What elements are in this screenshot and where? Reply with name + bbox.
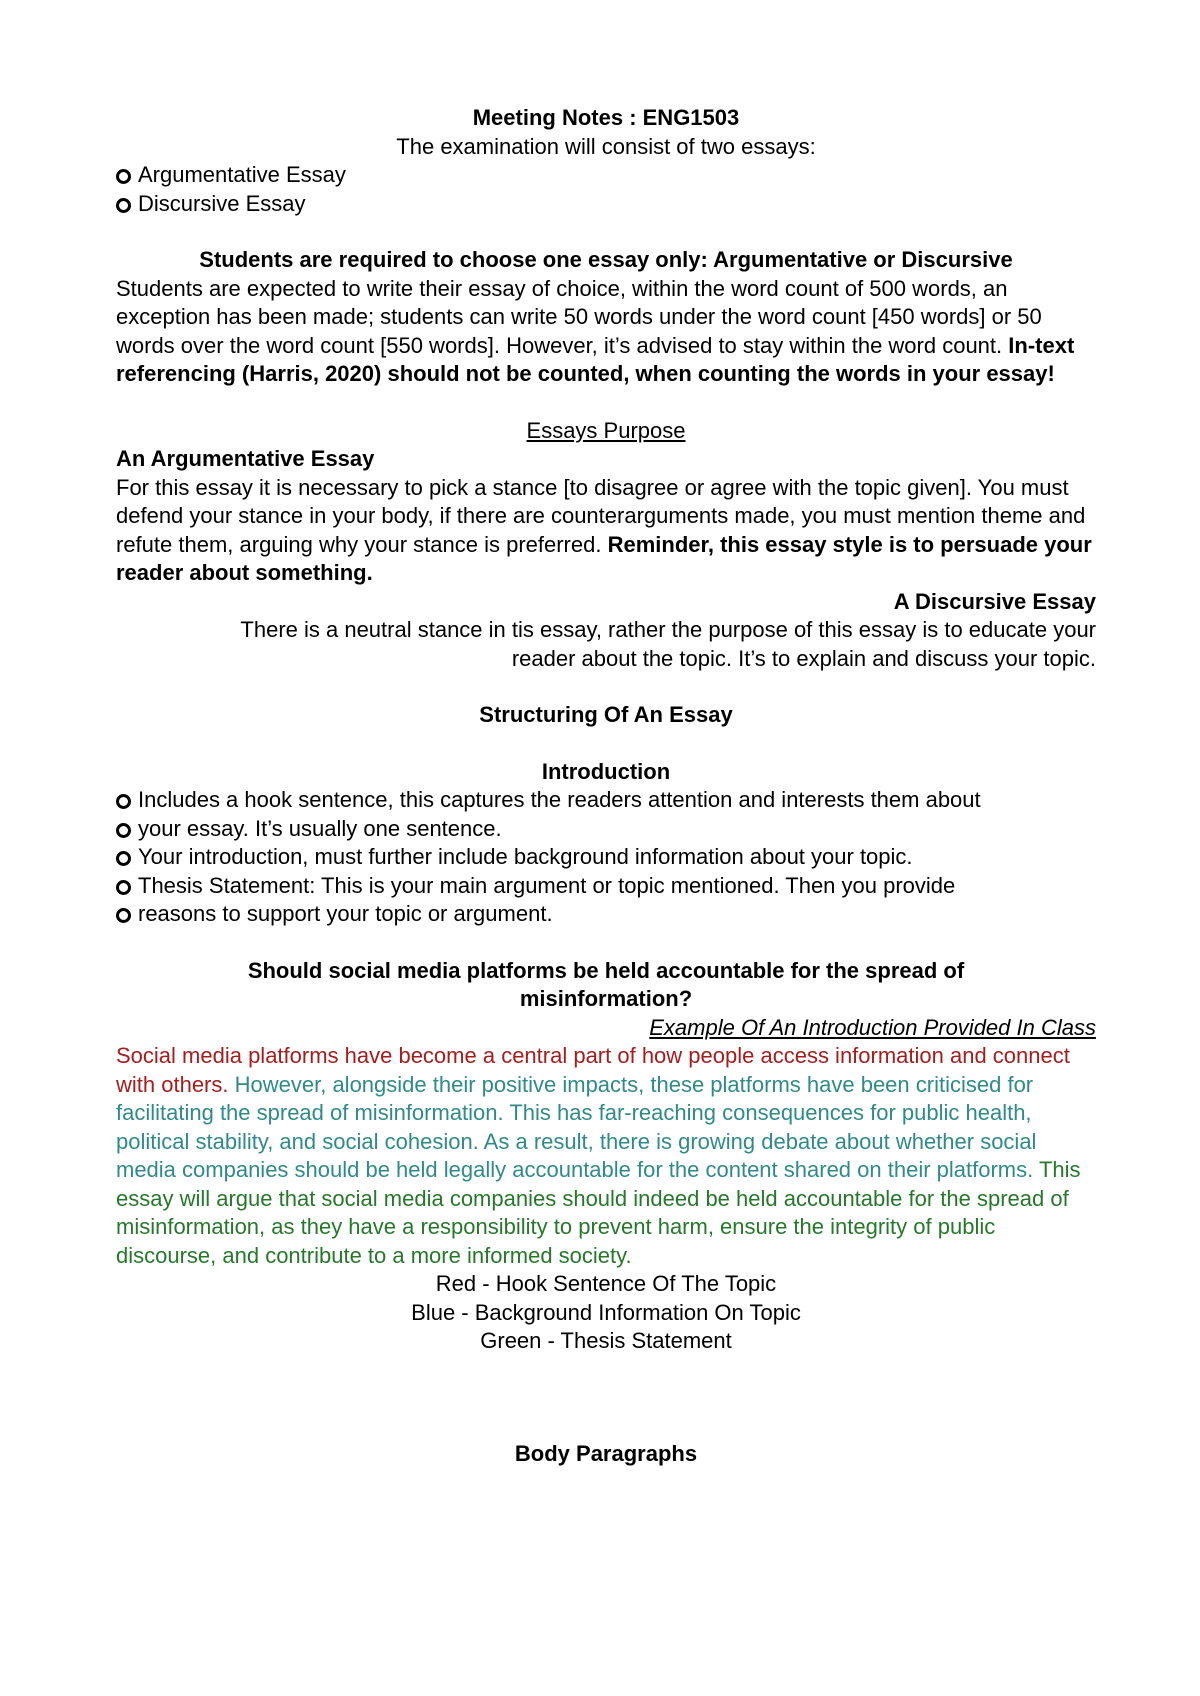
requirement-paragraph: Students are expected to write their essay of choice, within the word count of 500 words, an exception has been made; students can write 50 words under the word count [450 words] or 50 words over the word count [550 words]. However, it’s advised to stay within the word count. In-text referencing (Harris, 2020) should not be counted, when counting the words in your essay! <box>116 275 1075 386</box>
list-item: Discursive Essay <box>116 190 1096 219</box>
bullet-circle-icon <box>116 794 131 809</box>
bullet-circle-icon <box>116 823 131 838</box>
discursive-heading: A Discursive Essay <box>893 588 1096 614</box>
list-item: Your introduction, must further include background information about your topic. <box>116 843 1096 872</box>
introduction-list <box>116 786 1096 929</box>
example-introduction-paragraph <box>116 1042 1096 1270</box>
color-key-green: Green - Thesis Statement <box>480 1328 732 1353</box>
background-information: However, alongside their positive impacts, these platforms have been criticised for facilitating the spread of misinformation. This has far-reaching consequences for public health, political stability, and social cohesion. As a result, there is growing debate about whether social media companies should be held legally accountable for the content shared on their platforms. <box>116 1071 1037 1182</box>
thesis-statement: This essay will argue that social media companies should indeed be held accountable for the spread of misinformation, as they have a responsibility to prevent harm, ensure the integrity of public discourse, and contribute to a more informed society. <box>116 1157 1081 1268</box>
bullet-circle-icon <box>116 880 131 895</box>
argumentative-reminder: Reminder, this essay style is to persuade your reader about something. <box>116 531 1092 585</box>
bullet-circle-icon <box>116 851 131 866</box>
document-page <box>116 104 1096 1468</box>
purpose-heading: Essays Purpose <box>526 417 686 443</box>
bullet-circle-icon <box>116 169 131 184</box>
body-paragraphs-heading: Body Paragraphs <box>514 1440 698 1466</box>
color-key-red: Red - Hook Sentence Of The Topic <box>435 1271 777 1296</box>
document-title: Meeting Notes : ENG1503 <box>472 105 740 130</box>
bullet-circle-icon <box>116 908 131 923</box>
structuring-heading: Structuring Of An Essay <box>479 702 733 727</box>
list-item: Thesis Statement: This is your main argument or topic mentioned. Then you provide <box>116 872 1096 901</box>
requirement-bold-note: In-text referencing (Harris, 2020) should not be counted, when counting the words in your essay! <box>116 332 1075 386</box>
list-item: Includes a hook sentence, this captures the readers attention and interests them about <box>116 786 1096 815</box>
example-question-line2: misinformation? <box>519 986 693 1011</box>
essay-types-list <box>116 161 1096 218</box>
list-item: your essay. It’s usually one sentence. <box>116 815 1096 844</box>
bullet-circle-icon <box>116 198 131 213</box>
color-key-blue: Blue - Background Information On Topic <box>411 1299 801 1325</box>
hook-sentence: Social media platforms have become a central part of how people access information and connect with others. <box>116 1043 1070 1097</box>
requirement-heading: Students are required to choose one essay only: Argumentative or Discursive <box>199 247 1013 272</box>
argumentative-heading: An Argumentative Essay <box>116 446 375 471</box>
introduction-heading: Introduction <box>541 758 671 784</box>
list-item: Argumentative Essay <box>116 161 1096 190</box>
example-question-line1: Should social media platforms be held accountable for the spread of <box>247 957 965 983</box>
discursive-paragraph: There is a neutral stance in tis essay, rather the purpose of this essay is to educate your reader about the topic. It’s to explain and discuss your topic. <box>240 617 1096 671</box>
intro-line: The examination will consist of two essays: <box>396 133 816 159</box>
list-item: reasons to support your topic or argument. <box>116 900 1096 929</box>
argumentative-paragraph: For this essay it is necessary to pick a stance [to disagree or agree with the topic given]. You must defend your stance in your body, if there are counterarguments made, you must mention theme and refute them, arguing why your stance is preferred. Reminder, this essay style is to persuade your reader about something. <box>116 474 1092 585</box>
example-caption: Example Of An Introduction Provided In Class <box>649 1014 1096 1040</box>
